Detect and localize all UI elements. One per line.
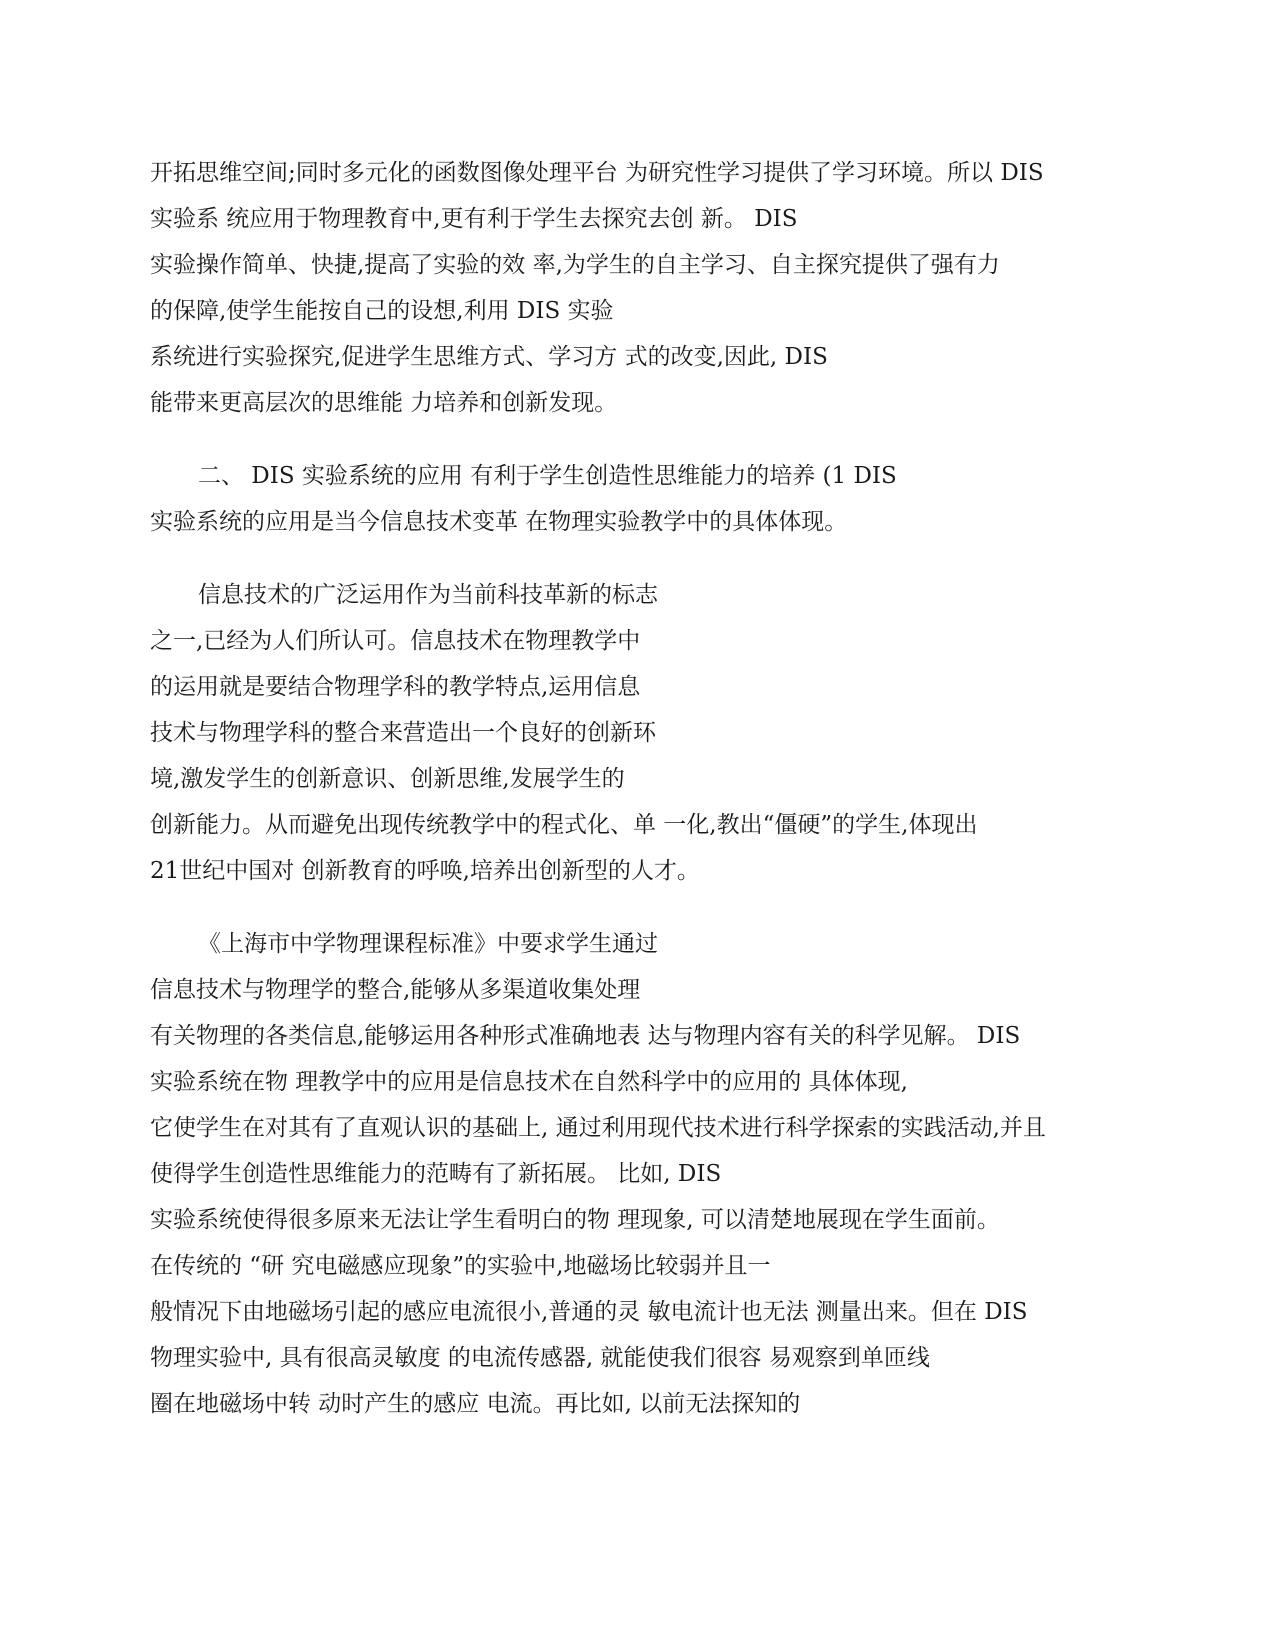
text-line: 实验系 统应用于物理教育中,更有利于学生去探究去创 新。 DIS — [150, 206, 798, 232]
section-heading-line: 实验系统的应用是当今信息技术变革 在物理实验教学中的具体体现。 — [150, 509, 848, 535]
text-line: 信息技术与物理学的整合,能够从多渠道收集处理 — [150, 977, 641, 1003]
text-line: 《上海市中学物理课程标准》中要求学生通过 — [198, 931, 658, 957]
text-line: 能带来更高层次的思维能 力培养和创新发现。 — [150, 390, 618, 416]
text-line: 开拓思维空间;同时多元化的函数图像处理平台 为研究性学习提供了学习环境。所以 DIS — [150, 160, 1044, 186]
text-line: 般情况下由地磁场引起的感应电流很小,普通的灵 敏电流计也无法 测量出来。但在 DIS — [150, 1299, 1028, 1325]
text-line: 信息技术的广泛运用作为当前科技革新的标志 — [198, 582, 658, 608]
text-line: 在传统的 “研 究电磁感应现象”的实验中,地磁场比较弱并且一 — [150, 1253, 771, 1279]
text-line: 圈在地磁场中转 动时产生的感应 电流。再比如, 以前无法探知的 — [150, 1391, 801, 1417]
text-line: 之一,已经为人们所认可。信息技术在物理教学中 — [150, 628, 641, 654]
text-line: 它使学生在对其有了直观认识的基础上, 通过利用现代技术进行科学探索的实践活动,并且 — [150, 1115, 1046, 1141]
text-line: 系统进行实验探究,促进学生思维方式、学习方 式的改变,因此, DIS — [150, 344, 828, 370]
text-line: 技术与物理学科的整合来营造出一个良好的创新环 — [150, 720, 656, 746]
text-line: 实验系统使得很多原来无法让学生看明白的物 理现象, 可以清楚地展现在学生面前。 — [150, 1207, 1000, 1233]
text-line: 物理实验中, 具有很高灵敏度 的电流传感器, 就能使我们很容 易观察到单匝线 — [150, 1345, 930, 1371]
text-line: 有关物理的各类信息,能够运用各种形式准确地表 达与物理内容有关的科学见解。 DIS — [150, 1023, 1021, 1049]
text-line: 境,激发学生的创新意识、创新思维,发展学生的 — [150, 766, 625, 792]
text-line: 的保障,使学生能按自己的设想,利用 DIS 实验 — [150, 298, 614, 324]
text-line: 实验系统在物 理教学中的应用是信息技术在自然科学中的应用的 具体体现, — [150, 1069, 908, 1095]
text-line: 21世纪中国对 创新教育的呼唤,培养出创新型的人才。 — [150, 858, 700, 884]
text-line: 创新能力。从而避免出现传统教学中的程式化、单 一化,教出“僵硬”的学生,体现出 — [150, 812, 978, 838]
text-line: 使得学生创造性思维能力的范畴有了新拓展。 比如, DIS — [150, 1161, 722, 1187]
text-line: 实验操作简单、快捷,提高了实验的效 率,为学生的自主学习、自主探究提供了强有力 — [150, 252, 1000, 278]
text-line: 的运用就是要结合物理学科的教学特点,运用信息 — [150, 674, 641, 700]
section-heading-line: 二、 DIS 实验系统的应用 有利于学生创造性思维能力的培养 (1 DIS — [198, 463, 897, 489]
